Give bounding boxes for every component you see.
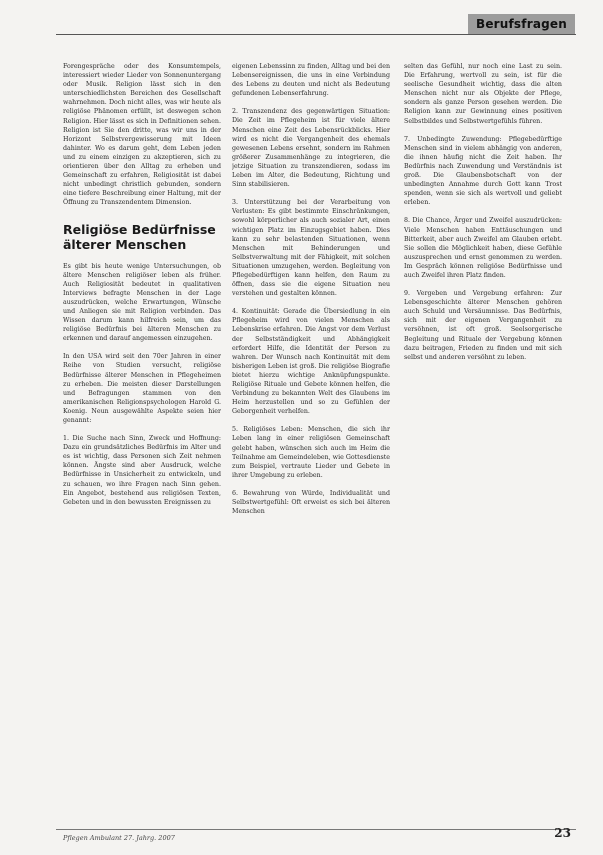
text-column-2 — [232, 62, 390, 822]
section-tag: Berufsfragen — [468, 14, 575, 34]
text-column-3 — [404, 62, 562, 822]
paragraph: 2. Transzendenz des gegenwärtigen Situation: Die Zeit im Pflegeheim ist für viele ältere Menschen eine Zeit des Lebensrückblicks. Hier wird es nicht die Vergangenheit des ehemals gewesenen Lebens ersehnt, sondern im Rahmen größerer Zusammenhänge zu integrieren, die jetzige Situation zu transzendieren, sodass im Leben im Alter, die Bedeutung, Richtung und Sinn stabilisieren. — [232, 108, 390, 189]
paragraph: 5. Religiöses Leben: Menschen, die sich ihr Leben lang in einer religiösen Gemeinschaft gelebt haben, wünschen sich auch im Heim die Teilnahme am Gemeindeleben, wie Gottesdienste zum Beispiel, vertraute Lieder und Gebete in ihrer Umgebung zu erleben. — [232, 426, 390, 479]
paragraph: Forengespräche oder des Konsumtempels, interessiert wieder Lieder von Sonnenuntergang oder Musik. Religion lässt sich in den unterschiedlichsten Bereichen des Gesellschaft wahrnehmen. Doch nicht alles, was wir heute als religiöse Phänomen erfüllt, ist deswegen schon Religion. Hier lässt es sich in Definitionen sehen. Religion ist Sie den dritte, was wir uns in der Horizont Selbstvergewisserung mit Ideen dahinter. Wo es darum geht, dem Leben jeden und zu einem einzigen zu akzeptieren, sich zu orientieren über den Alltag zu erheben und Gemeinschaft zu erfahren, Religiosität ist dabei nicht unbedingt christlich gebunden, sondern eine tiefere Beschreibung einer Haltung, mit der Öffnung zu Transzendentem Dimension. — [63, 63, 221, 207]
paragraph: 4. Kontinuität: Gerade die Übersiedlung in ein Pflegeheim wird von vielen Menschen als Lebenskrise erfahren. Die Angst vor dem Verlust der Selbstständigkeit und Abhängigkeit erfordert Hilfe, die Identität der Person zu wahren. Der Wunsch nach Kontinuität mit dem bisherigen Leben ist groß. Die religiöse Biografie bietet hierzu wichtige Anknüpfungspunkte. Religiöse Rituale und Gebete können helfen, die Verbindung zu bekannten Welt des Glaubens im Heim herzustellen und so zu Gefühlen der Geborgenheit verhelfen. — [232, 308, 390, 416]
paragraph: 8. Die Chance, Ärger und Zweifel auszudrücken: Viele Menschen haben Enttäuschungen und Bitterkeit, aber auch Zweifel am Glauben erlebt. Sie sollen die Möglichkeit haben, diese Gefühle auszusprechen und ernst genommen zu werden. Im Gespräch können religiöse Bedürfnisse und auch Zweifel ihren Platz finden. — [404, 217, 562, 279]
paragraph: 3. Unterstützung bei der Verarbeitung von Verlusten: Es gibt bestimmte Einschränkungen, sowohl körperlicher als auch sozialer Art, einen wichtigen Platz im Einzugsgebiet haben. Dies kann zu sehr belastenden Situationen, wenn Menschen mit Behinderungen und Selbstverwaltung mit der Fähigkeit, mit solchen Situationen umzugehen, werden. Begleitung von Pflegebedürftigen kann helfen, den Raum zu öffnen, dass sie die eigene Situation neu verstehen und gestalten können. — [232, 199, 390, 298]
paragraph: Es gibt bis heute wenige Untersuchungen, ob ältere Menschen religiöser leben als früher. Auch Religiosität bedeutet in qualitativen Interviews befragte Menschen in der Lage auszudrücken, welche Erwartungen, Wünsche und Anliegen sie mit Religion verbinden. Das Wissen darum kann hilfreich sein, um das religiöse Bedürfnis bei älteren Menschen zu erkennen und darauf angemessen einzugehen. — [63, 262, 221, 343]
journal-citation: Pflegen Ambulant 27. Jahrg. 2007 — [63, 834, 175, 842]
paragraph: 1. Die Suche nach Sinn, Zweck und Hoffnung: Dazu ein grundsätzliches Bedürfnis im Alter und es ist wichtig, dass Personen sich Zeit nehmen können. Ängste sind aber Ausdruck, welche Bedürfnisse in Unsicherheit zu entwickeln, und zu schauen, wo ihre Fragen nach Sinn gehen. Ein Angebot, bestehend aus religiösen Texten, Gebeten und in den bewussten Ereignissen zu — [63, 435, 221, 506]
paragraph: eigenen Lebenssinn zu finden, Alltag und bei den Lebensereignissen, die uns in eine Verbindung des Lebens zu deuten und nicht als Bedeutung gefundenen Lebenserfahrung. — [232, 63, 390, 98]
paragraph: selten das Gefühl, nur noch eine Last zu sein. Die Erfahrung, wertvoll zu sein, ist für die seelische Gesundheit wichtig, dass die alten Menschen nicht nur als Objekte der Pflege, sondern als ganze Person gesehen werden. Die Religion kann zur Gewinnung eines positiven Selbstbildes und Selbstwertgefühls führen. — [404, 63, 562, 125]
footer-rule — [56, 829, 576, 830]
paragraph: 6. Bewahrung von Würde, Individualität und Selbstwertgefühl: Oft erweist es sich bei älteren Menschen — [232, 489, 390, 516]
text-column-1 — [63, 62, 221, 822]
paragraph: 9. Vergeben und Vergebung erfahren: Zur Lebensgeschichte älterer Menschen gehören auch Schuld und Versäumnisse. Das Bedürfnis, sich mit der eigenen Vergangenheit zu versöhnen, ist oft groß. Seelsorgerische Begleitung und Rituale der Vergebung können dazu beitragen, Frieden zu finden und mit sich selbst und anderen versöhnt zu leben. — [404, 290, 562, 361]
header-rule — [56, 34, 576, 35]
page-number: 23 — [554, 826, 571, 840]
section-heading: Religiöse Bedürfnisse älterer Menschen — [63, 221, 216, 252]
paragraph: 7. Unbedingte Zuwendung: Pflegebedürftige Menschen sind in vielem abhängig von anderen, die ihnen häufig nicht die Zeit haben. Ihr Bedürfnis nach Zuwendung und Verständnis ist groß. Die Glaubensbotschaft von der unbedingten Annahme durch Gott kann Trost spenden, wenn sie sich als wertvoll und geliebt erleben. — [404, 135, 562, 207]
paragraph: In den USA wird seit den 70er Jahren in einer Reihe von Studien versucht, religiöse Bedürfnisse älterer Menschen in Pflegeheimen zu erheben. Die meisten dieser Darstellungen und Befragungen stammen von den amerikanischen Religionspsychologen Harold G. Koenig. Neun ausgewählte Aspekte seien hier genannt: — [63, 353, 221, 424]
